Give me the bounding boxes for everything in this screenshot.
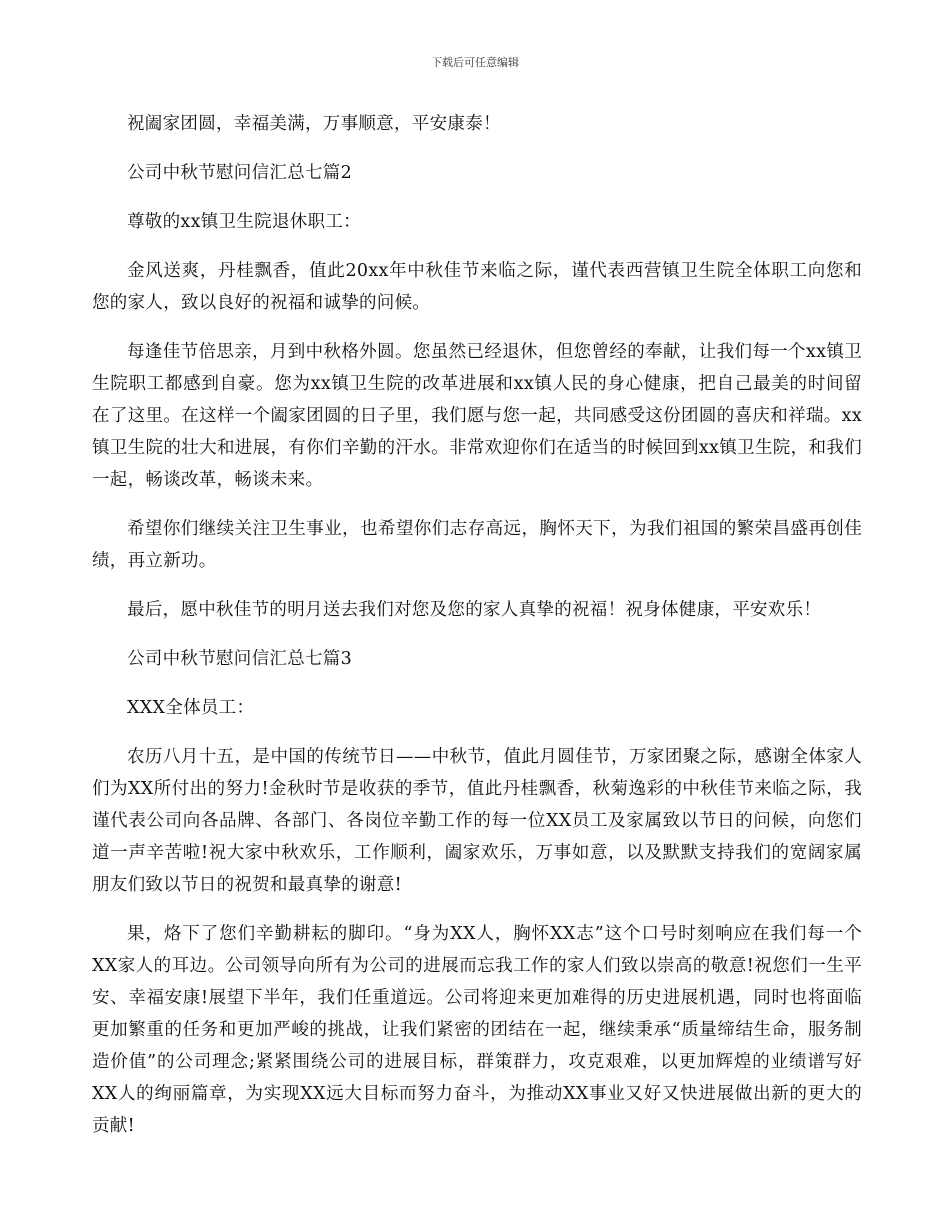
body-paragraph: 果，烙下了您们辛勤耕耘的脚印。“身为XX人，胸怀XX志”这个口号时刻响应在我们每一个XX家人的耳边。公司领导向所有为公司的进展而忘我工作的家人们致以崇高的敬意!祝您们一生平安、幸福安康!展望下半年，我们任重道远。公司将迎来更加难得的历史进展机遇，同时也将面临更加繁重的任务和更加严峻的挑战，让我们紧密的团结在一起，继续秉承“质量缔结生命，服务制造价值”的公司理念;紧紧围绕公司的进展目标，群策群力，攻克艰难，以更加辉煌的业绩谱写好XX人的绚丽篇章，为实现XX远大目标而努力奋斗，为推动XX事业又好又快进展做出新的更大的贡献!: [92, 924, 862, 1136]
body-paragraph: 金风送爽，丹桂飘香，值此20xx年中秋佳节来临之际，谨代表西营镇卫生院全体职工向您和您的家人，致以良好的祝福和诚挚的问候。: [92, 261, 862, 313]
body-paragraph: 希望你们继续关注卫生事业，也希望你们志存高远，胸怀天下，为我们祖国的繁荣昌盛再创佳绩，再立新功。: [92, 519, 862, 571]
section-title-3: 公司中秋节慰问信汇总七篇3: [127, 649, 353, 669]
section-title-2: 公司中秋节慰问信汇总七篇2: [127, 163, 353, 183]
page-header: 下载后可任意编辑: [431, 56, 519, 69]
document-body: [92, 108, 862, 1159]
body-paragraph: 农历八月十五，是中国的传统节日——中秋节，值此月圆佳节，万家团聚之际，感谢全体家人们为XX所付出的努力!金秋时节是收获的季节，值此丹桂飘香，秋菊逸彩的中秋佳节来临之际，我谨代表公司向各品牌、各部门、各岗位辛勤工作的每一位XX员工及家属致以节日的问候，向您们道一声辛苦啦!祝大家中秋欢乐，工作顺利，阖家欢乐，万事如意，以及默默支持我们的宽阔家属朋友们致以节日的祝贺和最真挚的谢意!: [92, 747, 862, 895]
salutation-2: 尊敬的xx镇卫生院退休职工：: [127, 212, 361, 232]
closing-blessing: 祝阖家团圆，幸福美满，万事顺意，平安康泰！: [127, 114, 501, 134]
body-paragraph: 最后，愿中秋佳节的明月送去我们对您及您的家人真挚的祝福！祝身体健康，平安欢乐！: [127, 600, 822, 620]
body-paragraph: 每逢佳节倍思亲，月到中秋格外圆。您虽然已经退休，但您曾经的奉献，让我们每一个xx镇卫生院职工都感到自豪。您为xx镇卫生院的改革进展和xx镇人民的身心健康，把自己最美的时间留在了这里。在这样一个阖家团圆的日子里，我们愿与您一起，共同感受这份团圆的喜庆和祥瑞。xx镇卫生院的壮大和进展，有你们辛勤的汗水。非常欢迎你们在适当的时候回到xx镇卫生院，和我们一起，畅谈改革，畅谈未来。: [92, 342, 862, 490]
salutation-3: XXX全体员工：: [127, 698, 255, 718]
